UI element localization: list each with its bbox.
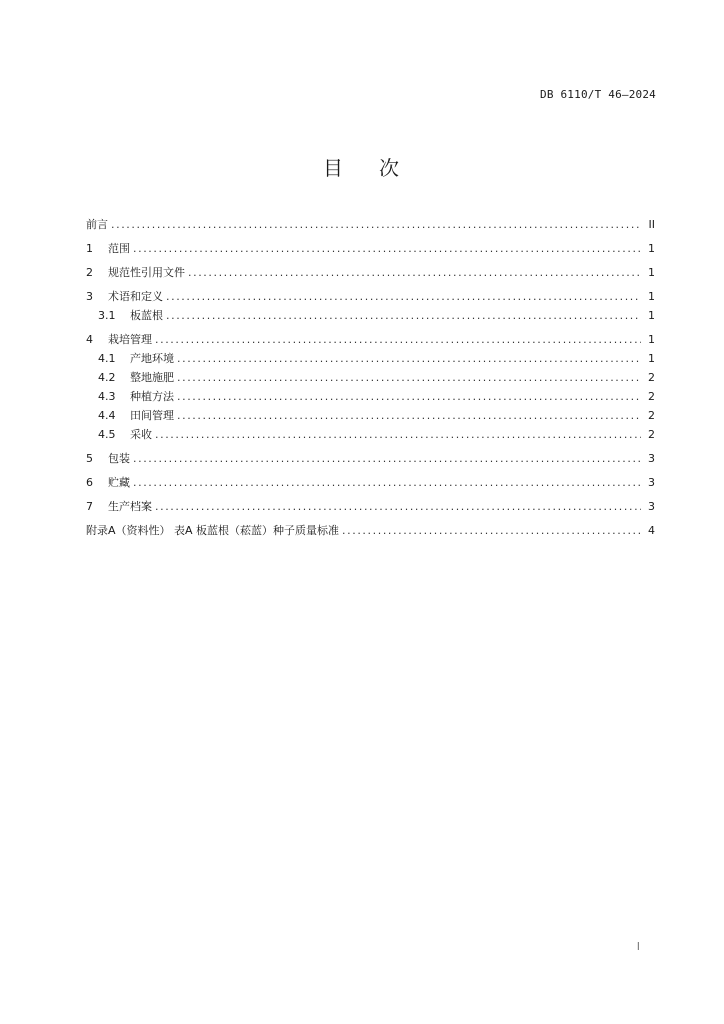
toc-leader-dots bbox=[342, 524, 641, 538]
toc-entry-label: 包装 bbox=[108, 452, 130, 465]
toc-entry-number: 1 bbox=[86, 242, 93, 255]
toc-entry-number: 4.4 bbox=[98, 409, 116, 422]
toc-entry-label: 田间管理 bbox=[130, 409, 174, 422]
toc-entry-number: 5 bbox=[86, 452, 93, 465]
title-char-1: 目 bbox=[323, 156, 345, 180]
toc-entry-page: 2 bbox=[648, 409, 655, 422]
toc-entry-page: 1 bbox=[648, 309, 655, 322]
toc-entry-3-1[interactable] bbox=[86, 309, 655, 323]
toc-entry-4-1[interactable] bbox=[86, 352, 655, 366]
table-of-contents bbox=[86, 218, 655, 538]
toc-entry-page: 1 bbox=[648, 290, 655, 303]
page-number: I bbox=[636, 940, 640, 953]
toc-entry-4-4[interactable] bbox=[86, 409, 655, 423]
toc-entry-cultivation[interactable] bbox=[86, 333, 655, 347]
toc-entry-label: 采收 bbox=[130, 428, 152, 441]
toc-leader-dots bbox=[155, 500, 641, 514]
toc-entry-storage[interactable] bbox=[86, 476, 655, 490]
toc-entry-label: 范围 bbox=[108, 242, 130, 255]
toc-entry-number: 4.2 bbox=[98, 371, 116, 384]
toc-entry-normative-references[interactable] bbox=[86, 266, 655, 280]
page-title bbox=[0, 152, 724, 181]
toc-entry-4-5[interactable] bbox=[86, 428, 655, 442]
toc-leader-dots bbox=[166, 290, 641, 304]
toc-entry-label: 附录A（资料性） 表A 板蓝根（菘蓝）种子质量标准 bbox=[86, 524, 340, 537]
toc-entry-label: 种植方法 bbox=[130, 390, 174, 403]
toc-entry-page: 3 bbox=[648, 476, 655, 489]
toc-entry-label: 生产档案 bbox=[108, 500, 152, 513]
toc-entry-label: 贮藏 bbox=[108, 476, 130, 489]
toc-leader-dots bbox=[177, 390, 641, 404]
toc-leader-dots bbox=[111, 218, 641, 232]
toc-entry-number: 4.3 bbox=[98, 390, 116, 403]
toc-entry-packaging[interactable] bbox=[86, 452, 655, 466]
toc-entry-production-records[interactable] bbox=[86, 500, 655, 514]
toc-entry-page: 2 bbox=[648, 428, 655, 441]
title-char-2: 次 bbox=[379, 156, 401, 180]
toc-leader-dots bbox=[177, 371, 641, 385]
toc-leader-dots bbox=[133, 452, 641, 466]
toc-entry-page: 2 bbox=[648, 390, 655, 403]
document-code: DB 6110/T 46—2024 bbox=[540, 88, 656, 101]
toc-entry-page: 1 bbox=[648, 242, 655, 255]
toc-entry-label: 规范性引用文件 bbox=[108, 266, 185, 279]
toc-entry-number: 6 bbox=[86, 476, 93, 489]
toc-entry-label: 栽培管理 bbox=[108, 333, 152, 346]
toc-entry-4-3[interactable] bbox=[86, 390, 655, 404]
toc-entry-page: 4 bbox=[648, 524, 655, 537]
toc-entry-page: 3 bbox=[648, 500, 655, 513]
toc-leader-dots bbox=[177, 409, 641, 423]
toc-entry-label: 术语和定义 bbox=[108, 290, 163, 303]
toc-entry-terms-definitions[interactable] bbox=[86, 290, 655, 304]
toc-entry-number: 7 bbox=[86, 500, 93, 513]
toc-leader-dots bbox=[188, 266, 641, 280]
toc-entry-page: 1 bbox=[648, 266, 655, 279]
toc-leader-dots bbox=[155, 428, 641, 442]
toc-entry-4-2[interactable] bbox=[86, 371, 655, 385]
toc-entry-page: II bbox=[648, 218, 655, 231]
toc-entry-scope[interactable] bbox=[86, 242, 655, 256]
toc-entry-number: 2 bbox=[86, 266, 93, 279]
toc-leader-dots bbox=[133, 476, 641, 490]
toc-entry-label: 整地施肥 bbox=[130, 371, 174, 384]
toc-entry-number: 4 bbox=[86, 333, 93, 346]
toc-entry-number: 4.1 bbox=[98, 352, 116, 365]
toc-entry-label: 板蓝根 bbox=[130, 309, 163, 322]
toc-entry-page: 1 bbox=[648, 333, 655, 346]
toc-entry-appendix-a[interactable] bbox=[86, 524, 655, 538]
toc-entry-page: 2 bbox=[648, 371, 655, 384]
toc-entry-label: 前言 bbox=[86, 218, 108, 231]
toc-entry-page: 3 bbox=[648, 452, 655, 465]
toc-entry-number: 4.5 bbox=[98, 428, 116, 441]
toc-leader-dots bbox=[133, 242, 641, 256]
toc-leader-dots bbox=[155, 333, 641, 347]
toc-entry-number: 3.1 bbox=[98, 309, 116, 322]
toc-entry-label: 产地环境 bbox=[130, 352, 174, 365]
toc-entry-number: 3 bbox=[86, 290, 93, 303]
toc-entry-foreword[interactable] bbox=[86, 218, 655, 232]
toc-leader-dots bbox=[177, 352, 641, 366]
toc-entry-page: 1 bbox=[648, 352, 655, 365]
toc-leader-dots bbox=[166, 309, 641, 323]
